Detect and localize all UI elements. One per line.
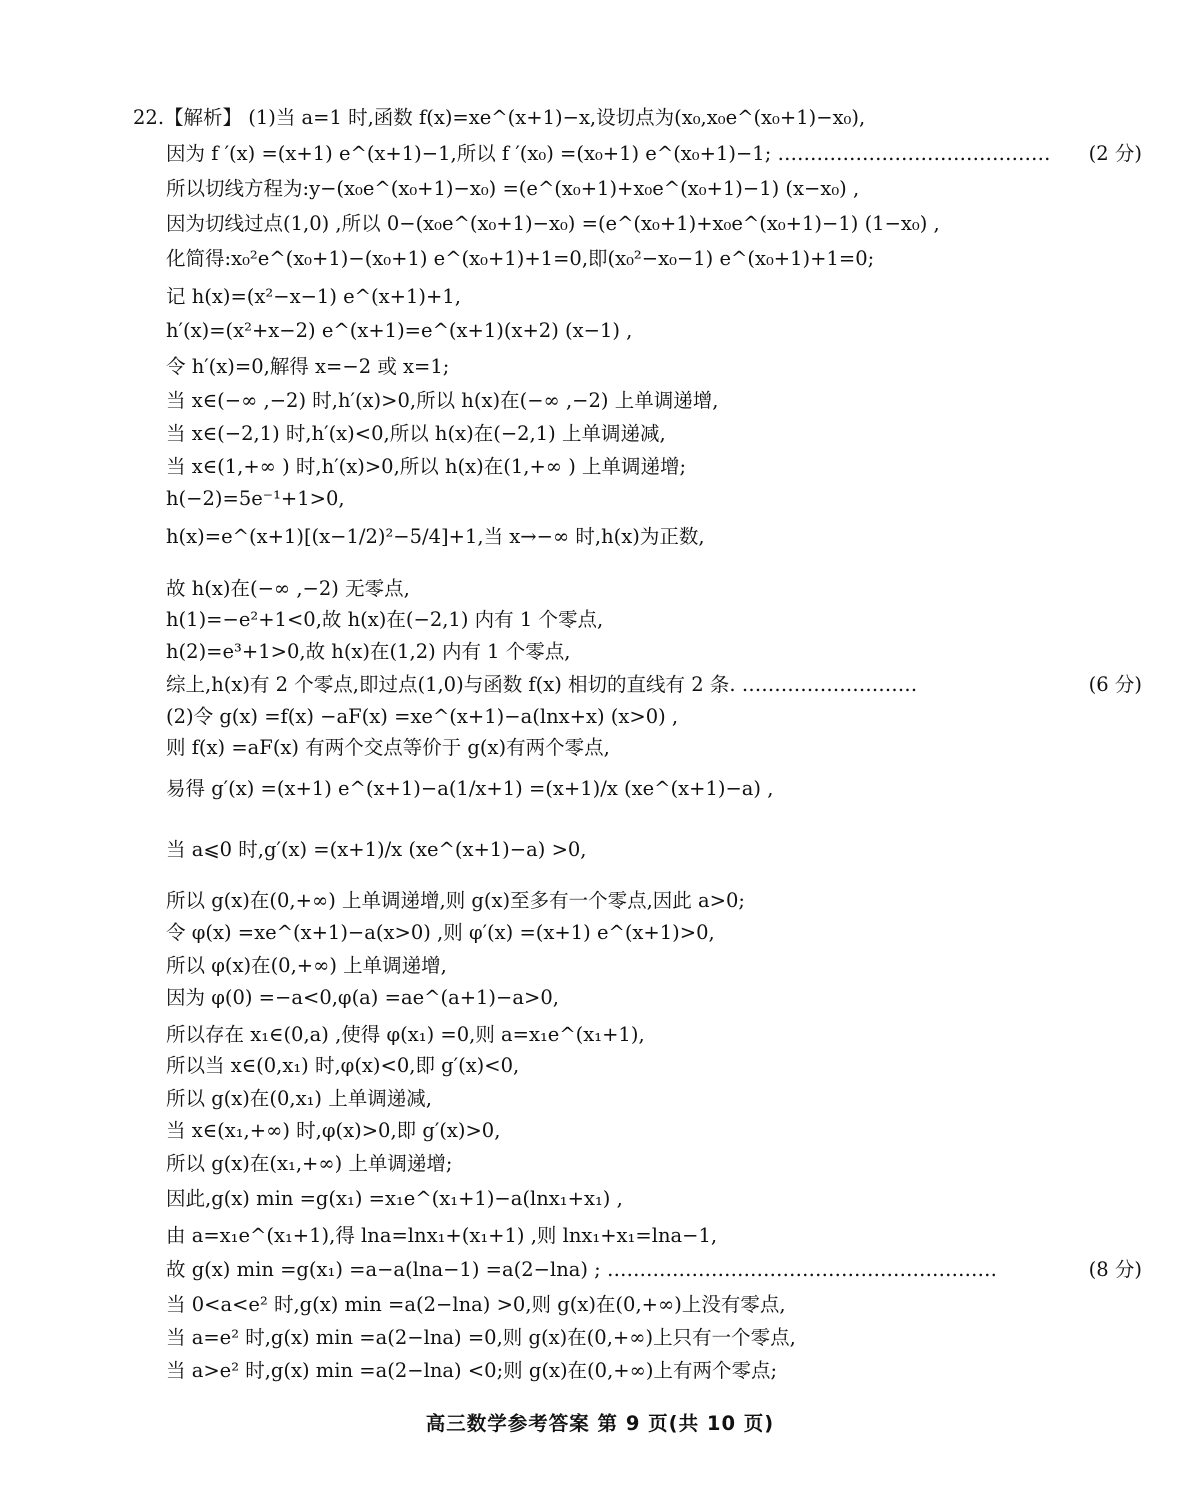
solution-line-text: 所以 g(x)在(0,x₁) 上单调递减,: [166, 1087, 432, 1110]
score-mark: (6 分): [1083, 671, 1142, 699]
solution-line-text: 所以存在 x₁∈(0,a) ,使得 φ(x₁) =0,则 a=x₁e^(x₁+1),: [166, 1023, 645, 1046]
solution-line-text: 所以 g(x)在(x₁,+∞) 上单调递增;: [166, 1152, 453, 1175]
solution-line-text: 因为 φ(0) =−a<0,φ(a) =ae^(a+1)−a>0,: [166, 986, 559, 1009]
solution-line-text: h(1)=−e²+1<0,故 h(x)在(−2,1) 内有 1 个零点,: [166, 608, 604, 631]
solution-line-text: 由 a=x₁e^(x₁+1),得 lna=lnx₁+(x₁+1) ,则 lnx₁+x₁=lna−1,: [166, 1224, 718, 1247]
solution-line: [166, 638, 1142, 666]
solution-line: [166, 1222, 1142, 1250]
solution-line-text: 当 x∈(x₁,+∞) 时,φ(x)>0,即 g′(x)>0,: [166, 1119, 501, 1142]
solution-line-text: 令 φ(x) =xe^(x+1)−a(x>0) ,则 φ′(x) =(x+1) e^(x+1)>0,: [166, 921, 715, 944]
solution-line-text: 易得 g′(x) =(x+1) e^(x+1)−a(1/x+1) =(x+1)/x (xe^(x+1)−a) ,: [166, 777, 774, 800]
solution-line: [166, 734, 1142, 762]
solution-line-text: 因为 f ′(x) =(x+1) e^(x+1)−1,所以 f ′(x₀) =(x₀+1) e^(x₀+1)−1; ……………………………………: [166, 142, 1051, 165]
solution-line: [166, 1021, 1142, 1049]
solution-line: [166, 887, 1142, 915]
solution-line: [166, 1324, 1142, 1352]
solution-line-text: 因此,g(x) min =g(x₁) =x₁e^(x₁+1)−a(lnx₁+x₁) ,: [166, 1187, 623, 1210]
solution-line-text: 22.【解析】 (1)当 a=1 时,函数 f(x)=xe^(x+1)−x,设切点为(x₀,x₀e^(x₀+1)−x₀),: [133, 106, 866, 129]
solution-line: [166, 453, 1142, 481]
solution-line: [166, 513, 1142, 561]
solution-line: [166, 245, 1142, 273]
solution-line-text: 当 a>e² 时,g(x) min =a(2−lna) <0;则 g(x)在(0,+∞)上有两个零点;: [166, 1359, 778, 1382]
solution-line-text: 当 a=e² 时,g(x) min =a(2−lna) =0,则 g(x)在(0,+∞)上只有一个零点,: [166, 1326, 796, 1349]
solution-line: [166, 984, 1142, 1012]
solution-line: [166, 952, 1142, 980]
solution-line: [166, 703, 1142, 731]
solution-line: [166, 826, 1142, 874]
solution-line: [166, 283, 1142, 311]
solution-line-text: 所以切线方程为:y−(x₀e^(x₀+1)−x₀) =(e^(x₀+1)+x₀e^(x₀+1)−1) (x−x₀) ,: [166, 177, 860, 200]
solution-line-text: h(−2)=5e⁻¹+1>0,: [166, 487, 345, 510]
solution-line: [166, 317, 1142, 345]
solution-line: [166, 1117, 1142, 1145]
page-footer: 高三数学参考答案 第 9 页(共 10 页): [425, 1412, 775, 1435]
solution-line-text: (2)令 g(x) =f(x) −aF(x) =xe^(x+1)−a(lnx+x) (x>0) ,: [166, 705, 679, 728]
solution-line: [166, 765, 1142, 813]
solution-line-text: 综上,h(x)有 2 个零点,即过点(1,0)与函数 f(x) 相切的直线有 2 条. ………………………: [166, 673, 918, 696]
solution-line: [166, 575, 1142, 603]
solution-line: [166, 1150, 1142, 1178]
solution-line-text: 故 h(x)在(−∞ ,−2) 无零点,: [166, 577, 410, 600]
solution-line: [166, 606, 1142, 634]
score-mark: (2 分): [1083, 140, 1142, 168]
solution-line-text: h(2)=e³+1>0,故 h(x)在(1,2) 内有 1 个零点,: [166, 640, 571, 663]
score-mark: (8 分): [1083, 1256, 1142, 1284]
solution-line-text: 则 f(x) =aF(x) 有两个交点等价于 g(x)有两个零点,: [166, 736, 610, 759]
solution-line: [166, 1291, 1142, 1319]
solution-line: [166, 387, 1142, 415]
solution-line-text: 当 x∈(−∞ ,−2) 时,h′(x)>0,所以 h(x)在(−∞ ,−2) 上单调递增,: [166, 389, 719, 412]
solution-line: [166, 175, 1142, 203]
solution-line-text: 当 0<a<e² 时,g(x) min =a(2−lna) >0,则 g(x)在(0,+∞)上没有零点,: [166, 1293, 786, 1316]
solution-line: [166, 1052, 1142, 1080]
solution-line-text: 记 h(x)=(x²−x−1) e^(x+1)+1,: [166, 285, 461, 308]
solution-line-text: 所以当 x∈(0,x₁) 时,φ(x)<0,即 g′(x)<0,: [166, 1054, 520, 1077]
solution-line: [166, 1185, 1142, 1213]
solution-line: [166, 1357, 1142, 1385]
solution-line: [166, 353, 1142, 381]
solution-line-text: 化简得:x₀²e^(x₀+1)−(x₀+1) e^(x₀+1)+1=0,即(x₀²−x₀−1) e^(x₀+1)+1=0;: [166, 247, 875, 270]
solution-line: [166, 919, 1142, 947]
solution-line-text: h(x)=e^(x+1)[(x−1/2)²−5/4]+1,当 x→−∞ 时,h(x)为正数,: [166, 525, 705, 548]
solution-line-text: 令 h′(x)=0,解得 x=−2 或 x=1;: [166, 355, 450, 378]
solution-line: [166, 140, 1142, 168]
solution-line-text: 当 x∈(−2,1) 时,h′(x)<0,所以 h(x)在(−2,1) 上单调递减,: [166, 422, 666, 445]
solution-line: [166, 1256, 1142, 1284]
solution-line-text: 所以 g(x)在(0,+∞) 上单调递增,则 g(x)至多有一个零点,因此 a>0;: [166, 889, 745, 912]
solution-line-text: 因为切线过点(1,0) ,所以 0−(x₀e^(x₀+1)−x₀) =(e^(x₀+1)+x₀e^(x₀+1)−1) (1−x₀) ,: [166, 212, 940, 235]
solution-line-text: 当 a⩽0 时,g′(x) =(x+1)/x (xe^(x+1)−a) >0,: [166, 838, 587, 861]
solution-line: [133, 104, 1142, 132]
solution-line: [166, 485, 1142, 513]
solution-line: [166, 1085, 1142, 1113]
solution-line: [166, 420, 1142, 448]
solution-line-text: 所以 φ(x)在(0,+∞) 上单调递增,: [166, 954, 447, 977]
solution-line-text: 故 g(x) min =g(x₁) =a−a(lna−1) =a(2−lna) ; ……………………………………………………: [166, 1258, 997, 1281]
solution-line-text: h′(x)=(x²+x−2) e^(x+1)=e^(x+1)(x+2) (x−1) ,: [166, 319, 633, 342]
solution-line: [166, 671, 1142, 699]
solution-line-text: 当 x∈(1,+∞ ) 时,h′(x)>0,所以 h(x)在(1,+∞ ) 上单调递增;: [166, 455, 687, 478]
solution-line: [166, 210, 1142, 238]
